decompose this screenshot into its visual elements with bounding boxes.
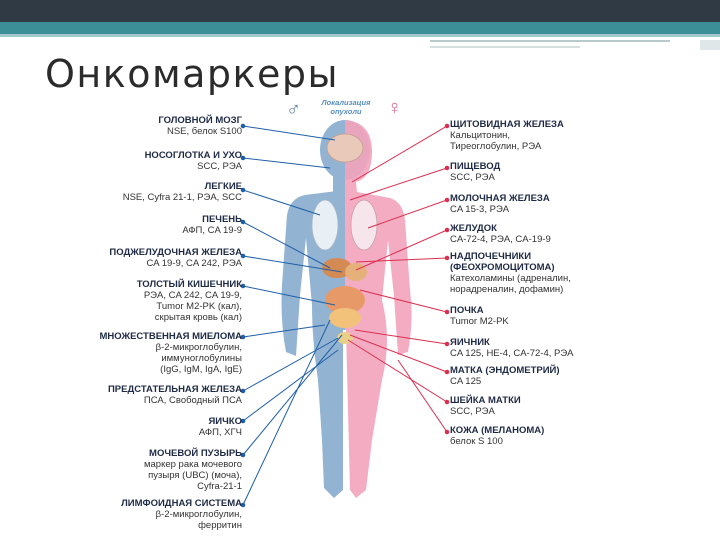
label-colon: ТОЛСТЫЙ КИШЕЧНИК РЭА, CA 242, CA 19-9, Tumor M2-PK (кал), скрытая кровь (кал): [136, 279, 242, 323]
label-bladder: МОЧЕВОЙ ПУЗЫРЬ маркер рака мочевого пузыря (UBC) (моча), Cyfra-21-1: [143, 448, 242, 492]
label-stomach: ЖЕЛУДОК CA-72-4, РЭА, CA-19-9: [450, 223, 551, 245]
label-prostate: ПРЕДСТАТЕЛЬНАЯ ЖЕЛЕЗА ПСА, Свободный ПСА: [107, 384, 242, 406]
label-kidney: ПОЧКА Tumor M2-PK: [450, 305, 509, 327]
label-pancreas: ПОДЖЕЛУДОЧНАЯ ЖЕЛЕЗА CA 19-9, CA 242, РЭА: [109, 247, 242, 269]
female-symbol-icon: ♀: [387, 97, 402, 119]
label-uterus: МАТКА (ЭНДОМЕТРИЙ) CA 125: [450, 365, 560, 387]
legend: [286, 98, 406, 124]
label-nasopharynx: НОСОГЛОТКА И УХО SCC, РЭА: [144, 150, 242, 172]
label-liver: ПЕЧЕНЬ АФП, CA 19-9: [182, 214, 242, 236]
legend-line: Локализация: [321, 98, 371, 107]
label-esophagus: ПИЩЕВОД SCC, РЭА: [450, 161, 501, 183]
label-breast: МОЛОЧНАЯ ЖЕЛЕЗА CA 15-3, РЭА: [450, 193, 550, 215]
label-thyroid: ЩИТОВИДНАЯ ЖЕЛЕЗА Кальцитонин, Тиреоглобулин, РЭА: [450, 119, 564, 152]
male-symbol-icon: ♂: [286, 99, 301, 121]
legend-line: опухоли: [330, 107, 362, 116]
legend-caption: [306, 98, 386, 116]
label-brain: ГОЛОВНОЙ МОЗГ NSE, белок S100: [158, 115, 242, 137]
slide-title: Онкомаркеры: [45, 52, 339, 96]
label-lungs: ЛЕГКИЕ NSE, Cyfra 21-1, РЭА, SCC: [122, 181, 242, 203]
label-lymphoid: ЛИМФОИДНАЯ СИСТЕМА β-2-микроглобулин, ферритин: [121, 498, 242, 531]
label-adrenal: НАДПОЧЕЧНИКИ (ФЕОХРОМОЦИТОМА) Катехоламины (адреналин, норадреналин, дофамин): [450, 251, 571, 295]
label-ovary: ЯИЧНИК CA 125, HE-4, CA-72-4, РЭА: [450, 337, 574, 359]
label-myeloma: МНОЖЕСТВЕННАЯ МИЕЛОМА β-2-микроглобулин, иммуноглобулины (IgG, IgM, IgA, IgE): [99, 331, 242, 375]
label-cervix: ШЕЙКА МАТКИ SCC, РЭА: [450, 395, 521, 417]
label-skin: КОЖА (МЕЛАНОМА) белок S 100: [450, 425, 545, 447]
label-testis: ЯИЧКО АФП, ХГЧ: [198, 416, 242, 438]
